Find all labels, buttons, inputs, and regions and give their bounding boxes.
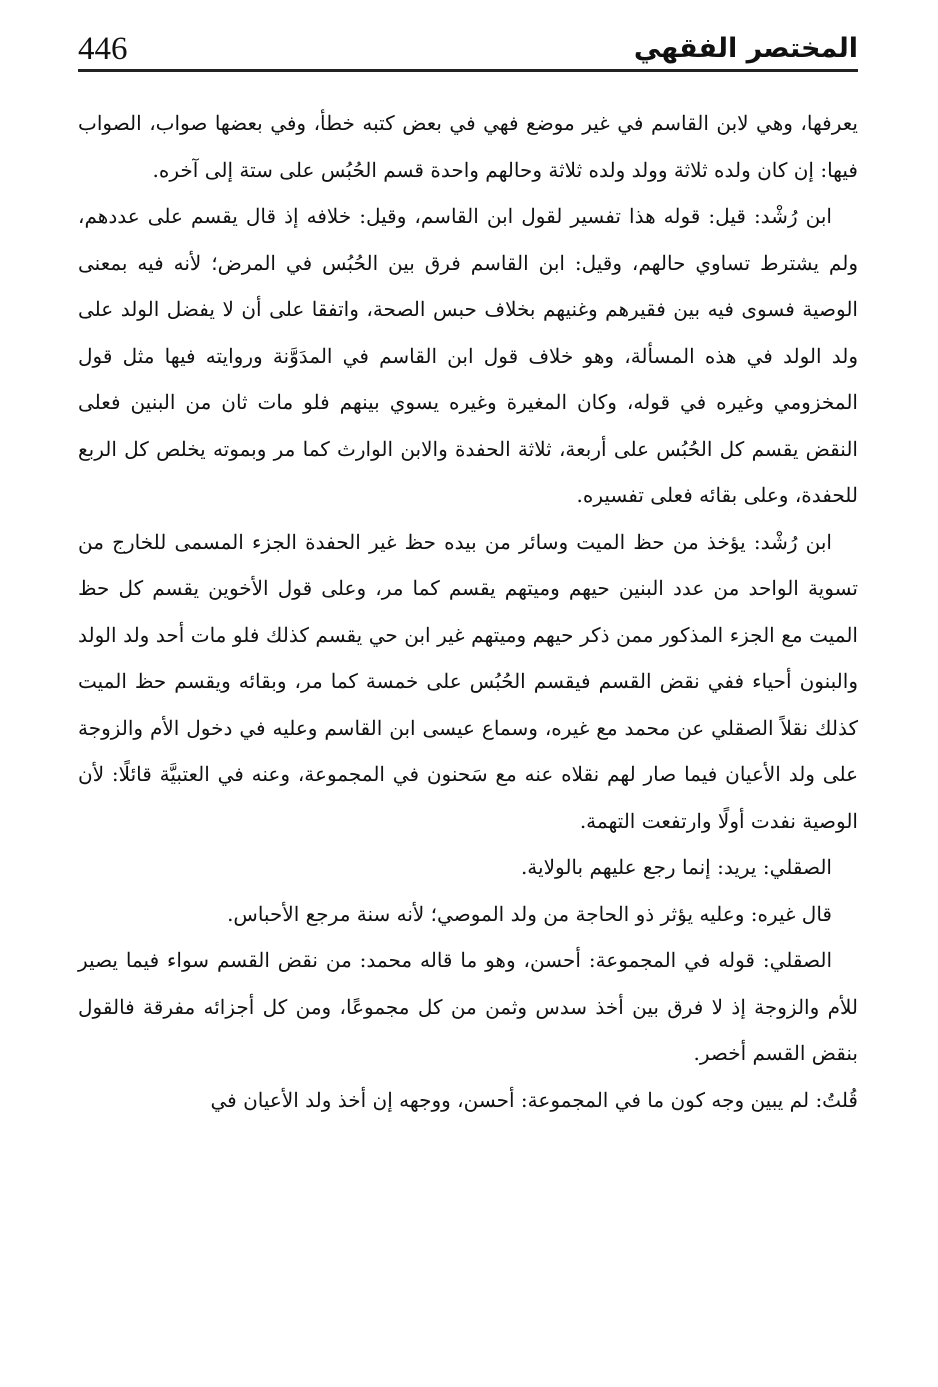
paragraph: ابن رُشْد: قيل: قوله هذا تفسير لقول ابن القاسم، وقيل: خلافه إذ قال يقسم على عددهم، ولم يشترط تساوي حالهم، وقيل: ابن القاسم فرق بين الحُبُس في المرض؛ لأنه فيه بمعنى الوصية فسوى فيه بين فقيرهم وغنيهم بخلاف حبس الصحة، واتفقا على أن لا يفضل الولد على ولد الولد في هذه المسألة، وهو خلاف قول ابن القاسم في المدَوَّنة وروايته فيها مثل قول المخزومي وغيره في قوله، وكان المغيرة وغيره يسوي بينهم فلو مات ثان من البنين فعلى النقض يقسم كل الحُبُس على أربعة، ثلاثة الحفدة والابن الوارث كما مر وبموته يخلص كل الربع للحفدة، وعلى بقائه فعلى تفسيره.	[78, 204, 858, 507]
header-divider	[78, 69, 858, 72]
paragraph: قال غيره: وعليه يؤثر ذو الحاجة من ولد الموصي؛ لأنه سنة مرجع الأحباس.	[227, 901, 832, 926]
page-header	[78, 28, 858, 72]
paragraph: الصقلي: يريد: إنما رجع عليهم بالولاية.	[520, 855, 832, 879]
document-page	[78, 28, 858, 1358]
running-title: المختصر الفقهي	[633, 33, 858, 64]
paragraph: الصقلي: قوله في المجموعة: أحسن، وهو ما قاله محمد: من نقض القسم سواء فيما يصير للأم والزوجة إذ لا فرق بين أخذ سدس وثمن من كل مجموعًا، ومن كل أجزائه مفرقة فالقول بنقض القسم أخصر.	[78, 948, 858, 1065]
paragraph: يعرفها، وهي لابن القاسم في غير موضع فهي في بعض كتبه خطأ، وفي بعضها صواب، الصواب فيها: إن كان ولده ثلاثة وولد ولده ثلاثة وحالهم واحدة قسم الحُبُس على ستة إلى آخره.	[78, 111, 858, 182]
body-text	[78, 100, 858, 1123]
paragraph: قُلتُ: لم يبين وجه كون ما في المجموعة: أحسن، ووجهه إن أخذ ولد الأعيان في	[210, 1087, 858, 1112]
page-number: 446	[78, 31, 128, 67]
paragraph: ابن رُشْد: يؤخذ من حظ الميت وسائر من بيده حظ غير الحفدة الجزء المسمى للخارج من تسوية الواحد من عدد البنين حيهم وميتهم يقسم كما مر، وعلى قول الأخوين يقسم كل حظ الميت مع الجزء المذكور ممن ذكر حيهم وميتهم غير ابن حي يقسم كذلك فلو مات أحد ولد الولد والبنون أحياء ففي نقض القسم فيقسم الحُبُس على خمسة كما مر، وبقائه ويقسم حظ الميت كذلك نقلاً الصقلي عن محمد مع غيره، وسماع عيسى ابن القاسم وعليه في دخول الأم والزوجة على ولد الأعيان فيما صار لهم نقلاه عنه مع سَحنون في المجموعة، وعنه في العتبيَّة قائلًا: لأن الوصية نفدت أولًا وارتفعت التهمة.	[78, 529, 858, 833]
